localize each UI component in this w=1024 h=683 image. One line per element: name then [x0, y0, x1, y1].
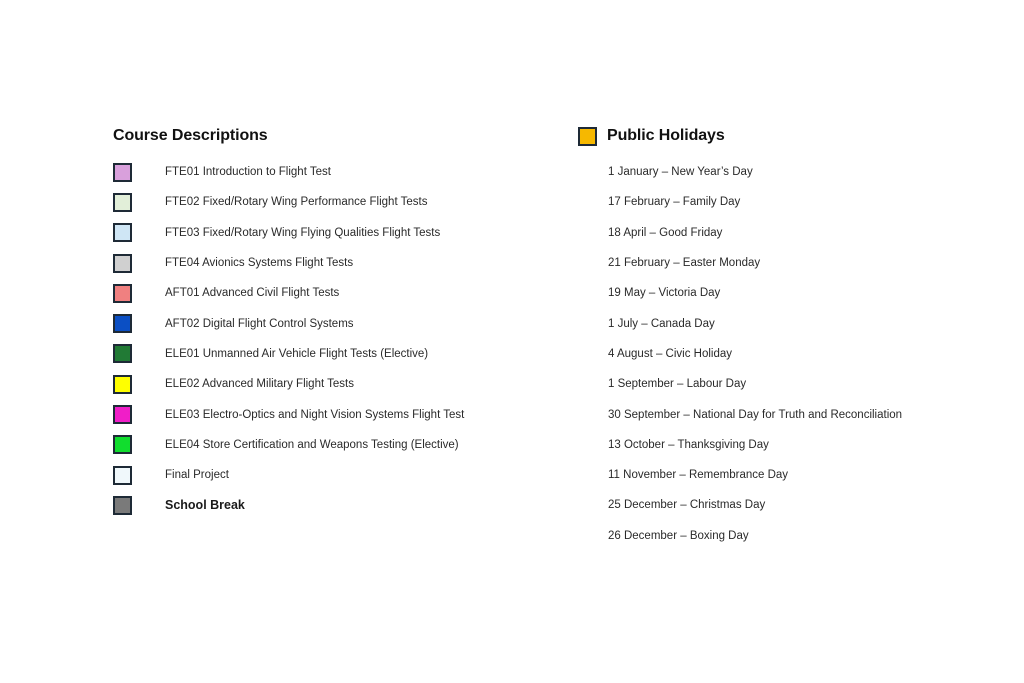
color-swatch	[113, 223, 132, 242]
course-descriptions-heading: Course Descriptions	[113, 127, 268, 144]
holiday-item: 13 October – Thanksgiving Day	[608, 438, 769, 451]
course-label: ELE03 Electro-Optics and Night Vision Systems Flight Test	[165, 408, 465, 421]
color-swatch	[113, 314, 132, 333]
course-item	[113, 369, 553, 399]
color-swatch	[113, 193, 132, 212]
color-swatch	[113, 163, 132, 182]
course-label: School Break	[165, 498, 245, 513]
course-item	[113, 157, 553, 187]
color-swatch	[113, 405, 132, 424]
course-label: ELE02 Advanced Military Flight Tests	[165, 378, 354, 391]
course-label: FTE03 Fixed/Rotary Wing Flying Qualities Flight Tests	[165, 226, 441, 239]
course-item	[113, 187, 553, 217]
course-descriptions-legend	[113, 126, 553, 521]
color-swatch	[113, 254, 132, 273]
course-label: Final Project	[165, 469, 229, 482]
color-swatch	[113, 496, 132, 515]
holiday-item: 4 August – Civic Holiday	[608, 347, 733, 360]
course-label: AFT02 Digital Flight Control Systems	[165, 317, 354, 330]
course-label: ELE01 Unmanned Air Vehicle Flight Tests (Elective)	[165, 347, 429, 360]
holiday-list	[608, 157, 998, 551]
color-swatch	[113, 466, 132, 485]
course-item	[113, 490, 553, 520]
holiday-item: 19 May – Victoria Day	[608, 287, 721, 300]
holiday-item: 1 January – New Year’s Day	[608, 166, 753, 179]
color-swatch	[113, 375, 132, 394]
color-swatch	[113, 344, 132, 363]
course-label: FTE02 Fixed/Rotary Wing Performance Flight Tests	[165, 196, 428, 209]
course-item	[113, 339, 553, 369]
color-swatch	[113, 435, 132, 454]
course-item	[113, 308, 553, 338]
holiday-color-swatch	[578, 127, 597, 146]
course-item	[113, 248, 553, 278]
holiday-item: 1 September – Labour Day	[608, 378, 747, 391]
course-item	[113, 430, 553, 460]
holiday-item: 25 December – Christmas Day	[608, 499, 766, 512]
course-label: ELE04 Store Certification and Weapons Testing (Elective)	[165, 438, 459, 451]
holiday-item: 11 November – Remembrance Day	[608, 469, 789, 482]
course-item	[113, 278, 553, 308]
course-label: FTE04 Avionics Systems Flight Tests	[165, 257, 354, 270]
course-item	[113, 218, 553, 248]
public-holidays-header	[578, 126, 998, 146]
color-swatch	[113, 284, 132, 303]
holiday-item: 1 July – Canada Day	[608, 317, 715, 330]
course-item	[113, 460, 553, 490]
public-holidays-heading: Public Holidays	[607, 127, 725, 144]
holiday-item: 30 September – National Day for Truth and Reconciliation	[608, 408, 903, 421]
holiday-item: 17 February – Family Day	[608, 196, 741, 209]
course-label: FTE01 Introduction to Flight Test	[165, 166, 331, 179]
course-item	[113, 399, 553, 429]
course-list	[113, 157, 553, 521]
holiday-item: 26 December – Boxing Day	[608, 529, 749, 542]
holiday-item: 18 April – Good Friday	[608, 226, 723, 239]
public-holidays-legend	[578, 126, 998, 551]
holiday-item: 21 February – Easter Monday	[608, 257, 761, 270]
course-label: AFT01 Advanced Civil Flight Tests	[165, 287, 340, 300]
